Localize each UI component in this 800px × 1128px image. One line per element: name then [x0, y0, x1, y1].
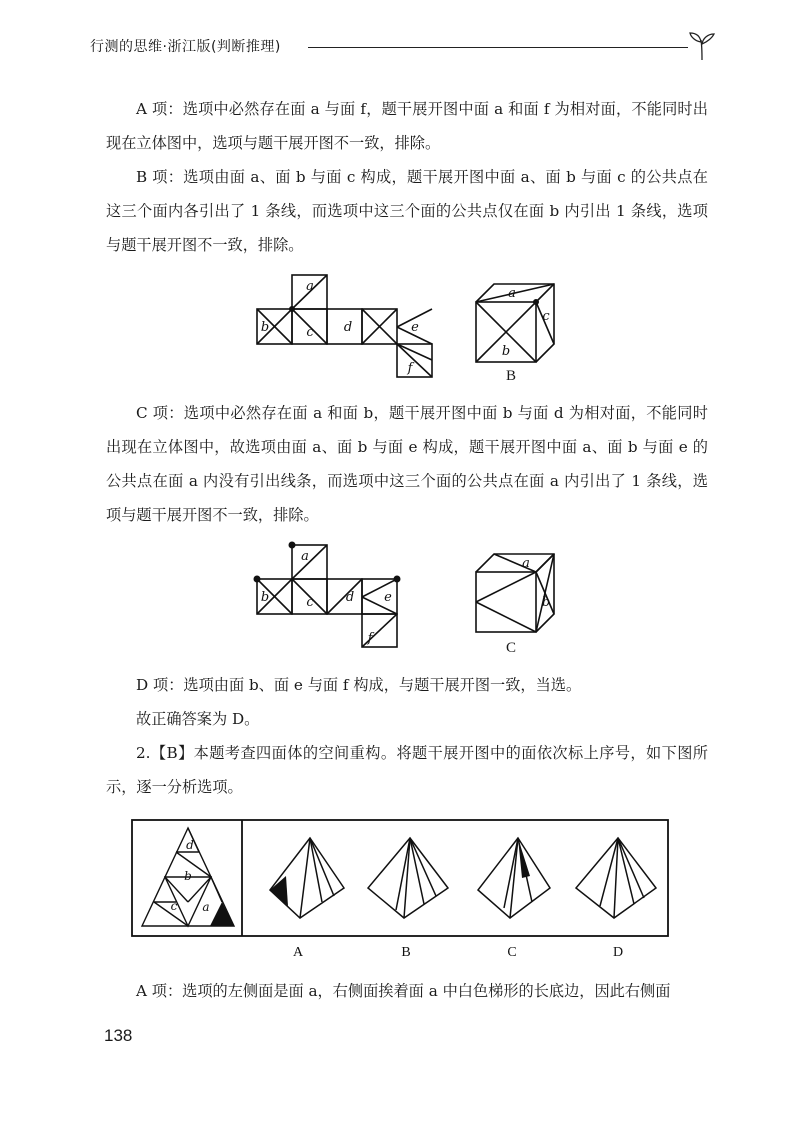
cube-label-c: c — [542, 309, 550, 324]
option-b-explanation: B 项：选项由面 a、面 b 与面 c 构成，题干展开图中面 a、面 b 与面 c 的公共点在这三个面内各引出了 1 条线，而选项中这三个面的公共点仅在面 b 内引出 1 条线，选项与题干展开图不一致，排除。 — [106, 168, 708, 254]
cube-label-a: a — [508, 286, 516, 301]
option-a-explanation-q2: A 项：选项的左侧面是面 a，右侧面挨着面 a 中白色梯形的长底边，因此右侧面 — [136, 982, 671, 1000]
answer-line: 故正确答案为 D。 — [136, 710, 260, 728]
option-label-b: B — [401, 945, 411, 960]
header-title: 行测的思维·浙江版(判断推理) — [90, 39, 281, 55]
cube-label-b: b — [501, 344, 511, 359]
option-label-c: C — [507, 945, 517, 960]
net-label-f: f — [407, 361, 413, 376]
tetra-net-label-b: b — [184, 869, 192, 883]
figure-caption-b: B — [506, 368, 517, 384]
option-d-explanation: D 项：选项由面 b、面 e 与面 f 构成，与题干展开图一致，当选。 — [136, 676, 582, 694]
net-label-b: b — [260, 320, 270, 335]
net2-label-e: e — [384, 590, 392, 605]
tetra-net-label-d: d — [186, 838, 194, 852]
cube-net-diagram-2 — [250, 538, 570, 658]
tetra-net-label-c: c — [170, 899, 178, 913]
header-rule — [308, 47, 688, 48]
cube2-label-b: b — [541, 595, 551, 610]
option-label-a: A — [292, 945, 304, 960]
net2-label-f: f — [367, 631, 373, 646]
figure-tetrahedron — [130, 818, 670, 968]
figure-caption-c: C — [506, 640, 517, 656]
question-2-intro: 2.【B】本题考查四面体的空间重构。将题干展开图中的面依次标上序号，如下图所示，逐一分析选项。 — [106, 744, 708, 796]
figure-cube-net-b — [250, 270, 570, 390]
net2-label-a: a — [301, 549, 309, 564]
cube2-label-a: a — [522, 556, 530, 571]
net-label-e: e — [411, 320, 419, 335]
net2-label-d: d — [345, 590, 355, 605]
tetrahedron-diagram — [130, 818, 670, 968]
option-label-d: D — [612, 945, 624, 960]
figure-cube-net-c — [250, 538, 570, 658]
net-label-c: c — [306, 325, 314, 340]
option-a-explanation: A 项：选项中必然存在面 a 与面 f，题干展开图中面 a 和面 f 为相对面，不能同时出现在立体图中，选项与题干展开图不一致，排除。 — [106, 100, 708, 152]
page-number: 138 — [104, 1026, 133, 1045]
net-label-a: a — [306, 279, 314, 294]
cube-net-diagram — [250, 270, 570, 390]
tetra-net-label-a: a — [202, 900, 210, 914]
net-label-d: d — [343, 320, 353, 335]
running-header — [80, 30, 720, 60]
net2-label-c: c — [306, 595, 314, 610]
net2-label-b: b — [260, 590, 270, 605]
sprout-icon — [686, 30, 720, 64]
option-c-explanation: C 项：选项中必然存在面 a 和面 b，题干展开图中面 b 与面 d 为相对面，不能同时出现在立体图中，故选项由面 a、面 b 与面 e 构成，题干展开图中面 a、面 b 与面 e 的公共点在面 a 内没有引出线条，而选项中这三个面的公共点在面 a 内引出了 1 条线，选项与题干展开图不一致，排除。 — [106, 404, 708, 524]
